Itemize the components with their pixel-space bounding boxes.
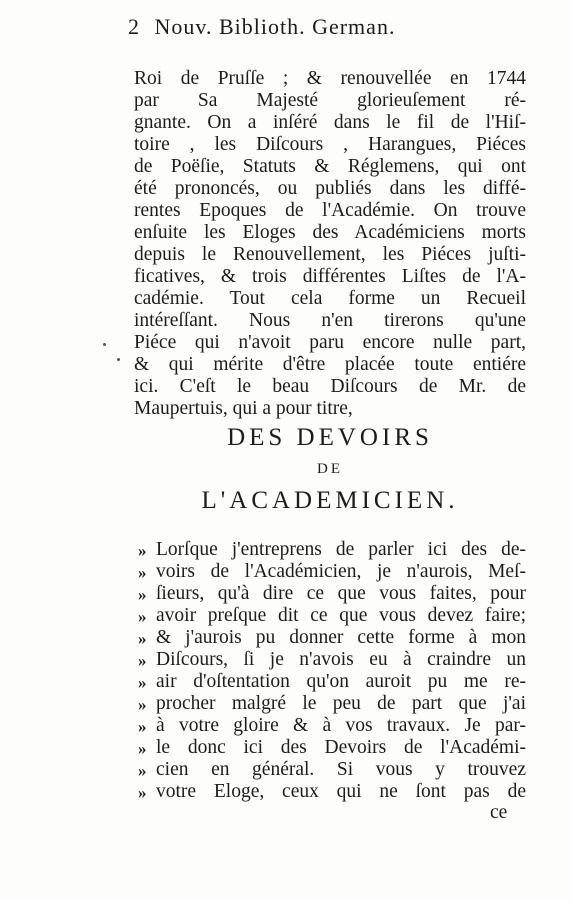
quote-line: cien en général. Si vous y trouvez <box>156 759 526 780</box>
quote-line: air d'oſtentation qu'on auroit pu me re- <box>156 671 526 692</box>
quote-mark: » <box>138 673 147 692</box>
body-line: ficatives, & trois différentes Liſtes de l'A- <box>134 266 526 287</box>
body-line: enſuite les Eloges des Académiciens morts <box>134 222 526 243</box>
quote-line: & j'aurois pu donner cette forme à mon <box>156 627 526 648</box>
body-line: cadémie. Tout cela forme un Recueil <box>134 288 526 309</box>
body-line: toire , les Diſcours , Harangues, Piéces <box>134 134 526 155</box>
body-line: intéreſſant. Nous n'en tirerons qu'une <box>134 310 526 331</box>
body-line: gnante. On a inſéré dans le fil de l'Hiſ- <box>134 112 526 133</box>
quote-line: voirs de l'Académicien, je n'aurois, Meſ- <box>156 561 526 582</box>
page-number: 2 <box>128 14 140 39</box>
running-header <box>128 14 518 40</box>
section-title-subject: L'ACADEMICIEN. <box>201 487 459 514</box>
quote-line: Diſcours, ſi je n'avois eu à craindre un <box>156 649 526 670</box>
body-line: de Poëſie, Statuts & Réglemens, qui ont <box>134 156 526 177</box>
quote-line: ſieurs, qu'à dire ce que vous faites, pour <box>156 583 526 604</box>
quote-line: procher malgré le peu de part que j'ai <box>156 693 526 714</box>
quote-mark: » <box>138 629 147 648</box>
quote-mark: » <box>138 717 147 736</box>
section-title-connector: DE <box>317 461 343 477</box>
quote-line: Lorſque j'entreprens de parler ici des de- <box>156 539 526 560</box>
quote-line: le donc ici des Devoirs de l'Académi- <box>156 737 526 758</box>
quote-mark: » <box>138 761 147 780</box>
catchword: ce <box>490 802 508 823</box>
body-line: été prononcés, ou publiés dans les diffé- <box>134 178 526 199</box>
quote-mark: » <box>138 541 147 560</box>
quote-line: votre Eloge, ceux qui ne ſont pas de <box>156 781 526 802</box>
ink-speck <box>117 358 120 361</box>
quote-line: avoir preſque dit ce que vous devez faire; <box>156 605 526 626</box>
body-line: par Sa Majesté glorieuſement ré- <box>134 90 526 111</box>
running-title: Nouv. Biblioth. German. <box>154 14 396 39</box>
quote-mark: » <box>138 651 147 670</box>
quote-line: à votre gloire & à vos travaux. Je par- <box>156 715 526 736</box>
quote-mark: » <box>138 783 147 802</box>
body-line: & qui mérite d'être placée toute entiére <box>134 354 526 375</box>
body-line: Roi de Pruſſe ; & renouvellée en 1744 <box>134 68 526 89</box>
body-line: Maupertuis, qui a pour titre, <box>134 398 353 419</box>
quote-mark: » <box>138 739 147 758</box>
body-line: ici. C'eſt le beau Diſcours de Mr. de <box>134 376 526 397</box>
body-line: rentes Epoques de l'Académie. On trouve <box>134 200 526 221</box>
quote-mark: » <box>138 585 147 604</box>
quote-mark: » <box>138 695 147 714</box>
quote-mark: » <box>138 607 147 626</box>
quote-mark: » <box>138 563 147 582</box>
body-line: Piéce qui n'avoit paru encore nulle part, <box>134 332 526 353</box>
ink-speck <box>103 343 106 346</box>
body-line: depuis le Renouvellement, les Piéces juſti- <box>134 244 526 265</box>
section-title: DES DEVOIRS <box>227 424 433 451</box>
